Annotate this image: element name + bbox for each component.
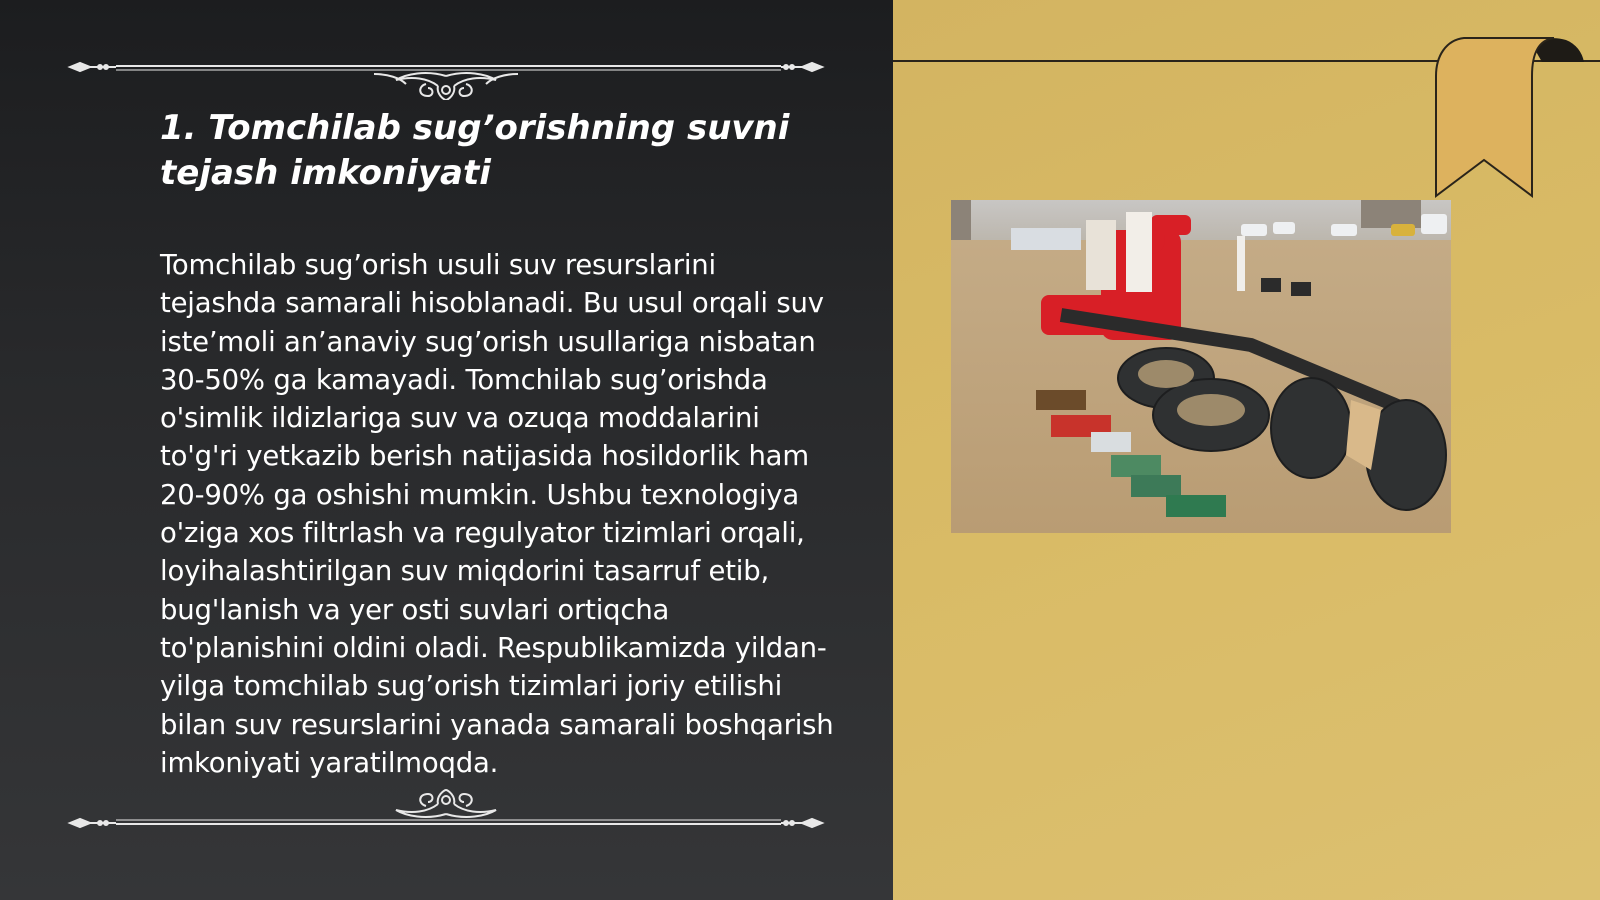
bottom-ornament-icon — [66, 770, 826, 830]
drip-irrigation-photo — [951, 200, 1451, 533]
top-ornament-icon — [66, 40, 826, 100]
bookmark-ribbon-icon — [1434, 36, 1586, 198]
slide-body-text: Tomchilab sug’orish usuli suv resurslarini tejashda samarali hisoblanadi. Bu usul orqali suv iste’moli an’anaviy sug’orish usullariga nisbatan 30-50% ga kamayadi. Tomchilab sug’orishda o'simlik ildizlariga suv va ozuqa moddalarini to'g'ri yetkazib berish natijasida hosildorlik ham 20-90% ga oshishi mumkin. Ushbu texnologiya o'ziga xos filtrlash va regulyator tizimlari orqali, loyihalashtirilgan suv miqdorini tasarruf etib, bug'lanish va yer osti suvlari ortiqcha to'planishini oldini oladi. Respublikamizda yildan-yilga tomchilab sug’orish tizimlari joriy etilishi bilan suv resurslarini yanada samarali boshqarish imkoniyati yaratilmoqda. — [160, 249, 834, 779]
slide-title: 1. Tomchilab sug’orishning suvni tejash imkoniyati — [160, 108, 790, 193]
